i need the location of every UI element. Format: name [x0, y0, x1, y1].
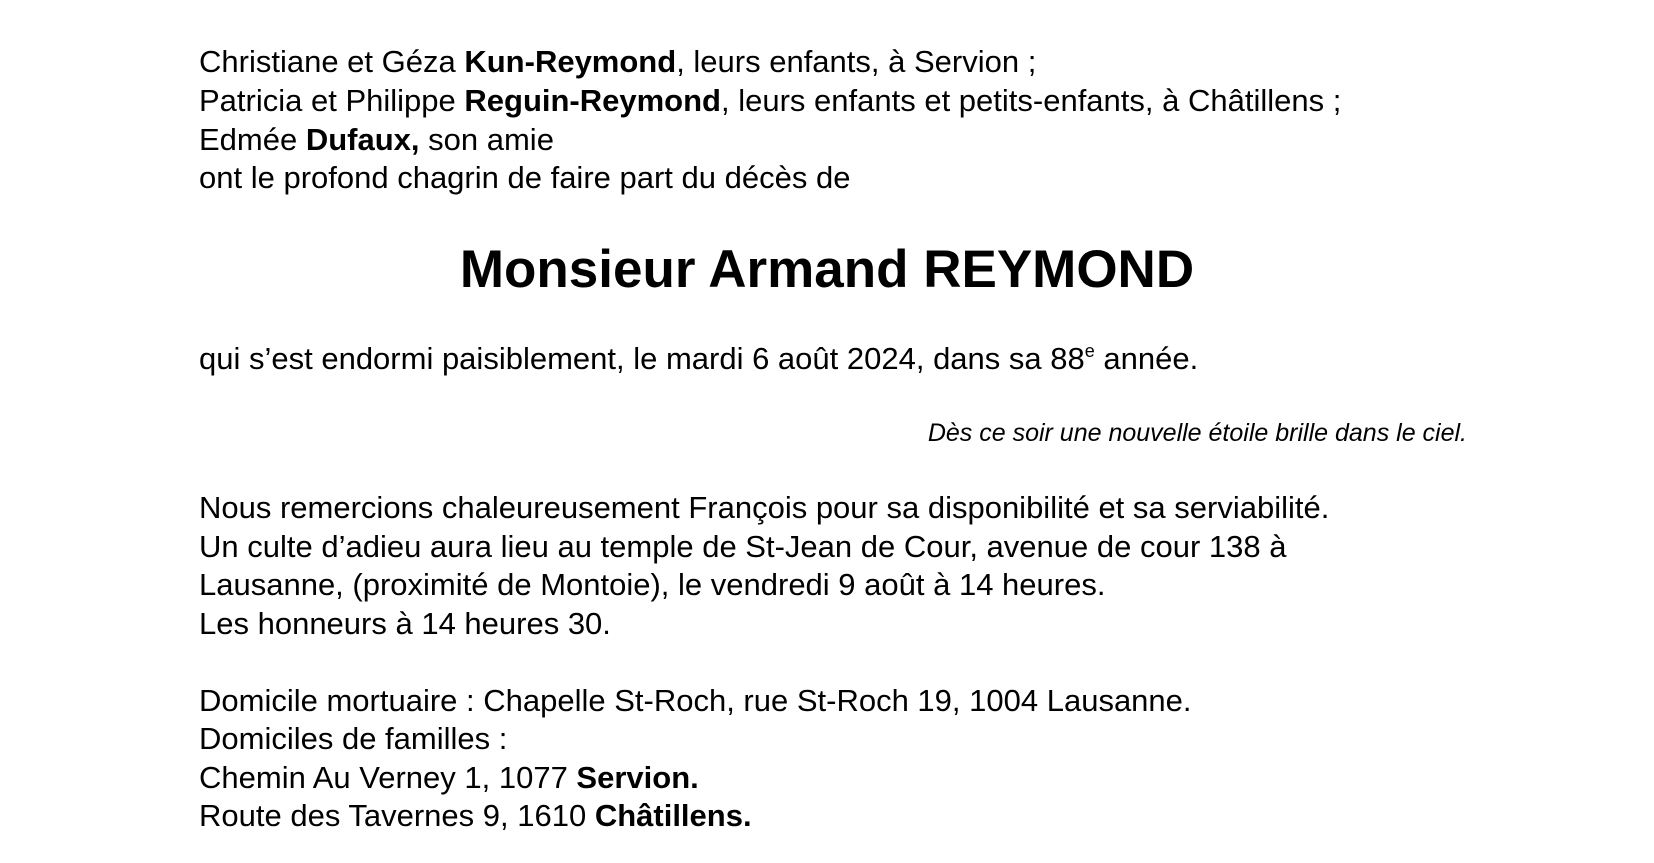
family-address-1	[199, 759, 699, 797]
family-prefix: Edmée	[199, 122, 306, 157]
families-label: Domiciles de familles :	[199, 721, 508, 756]
death-superscript: e	[1084, 341, 1095, 361]
address-town: Servion.	[576, 760, 699, 795]
family-line-1	[199, 43, 1036, 81]
address-street: Chemin Au Verney 1, 1077	[199, 760, 577, 795]
address-street: Route des Tavernes 9, 1610	[199, 798, 595, 833]
family-suffix: , leurs enfants et petits-enfants, à Châtillens ;	[721, 83, 1342, 118]
family-suffix: , leurs enfants, à Servion ;	[676, 44, 1037, 79]
address-town: Châtillens.	[594, 798, 752, 833]
family-line-2	[199, 82, 1341, 120]
death-line	[199, 340, 1198, 378]
family-prefix: Christiane et Géza	[199, 44, 465, 79]
death-end: année.	[1094, 341, 1199, 376]
family-prefix: Patricia et Philippe	[199, 83, 465, 118]
family-line-3	[199, 121, 554, 159]
announcement-text: ont le profond chagrin de faire part du décès de	[199, 160, 851, 195]
service-line-4: Les honneurs à 14 heures 30.	[199, 606, 611, 641]
death-text: qui s’est endormi paisiblement, le mardi 6 août 2024, dans sa 88	[199, 341, 1085, 376]
family-name: Kun-Reymond	[464, 44, 677, 79]
service-line-3: Lausanne, (proximité de Montoie), le vendredi 9 août à 14 heures.	[199, 567, 1106, 602]
quote-text: Dès ce soir une nouvelle étoile brille dans le ciel.	[927, 419, 1467, 447]
service-line-2: Un culte d’adieu aura lieu au temple de St-Jean de Cour, avenue de cour 138 à	[199, 529, 1287, 564]
family-name: Reguin-Reymond	[464, 83, 721, 118]
service-line-1: Nous remercions chaleureusement François pour sa disponibilité et sa serviabilité.	[199, 490, 1330, 525]
deceased-name: Monsieur Armand REYMOND	[459, 240, 1195, 299]
family-name: Dufaux,	[305, 122, 420, 157]
family-suffix: son amie	[419, 122, 554, 157]
family-address-2	[199, 797, 752, 835]
mortuary-address: Domicile mortuaire : Chapelle St-Roch, rue St-Roch 19, 1004 Lausanne.	[199, 683, 1192, 718]
